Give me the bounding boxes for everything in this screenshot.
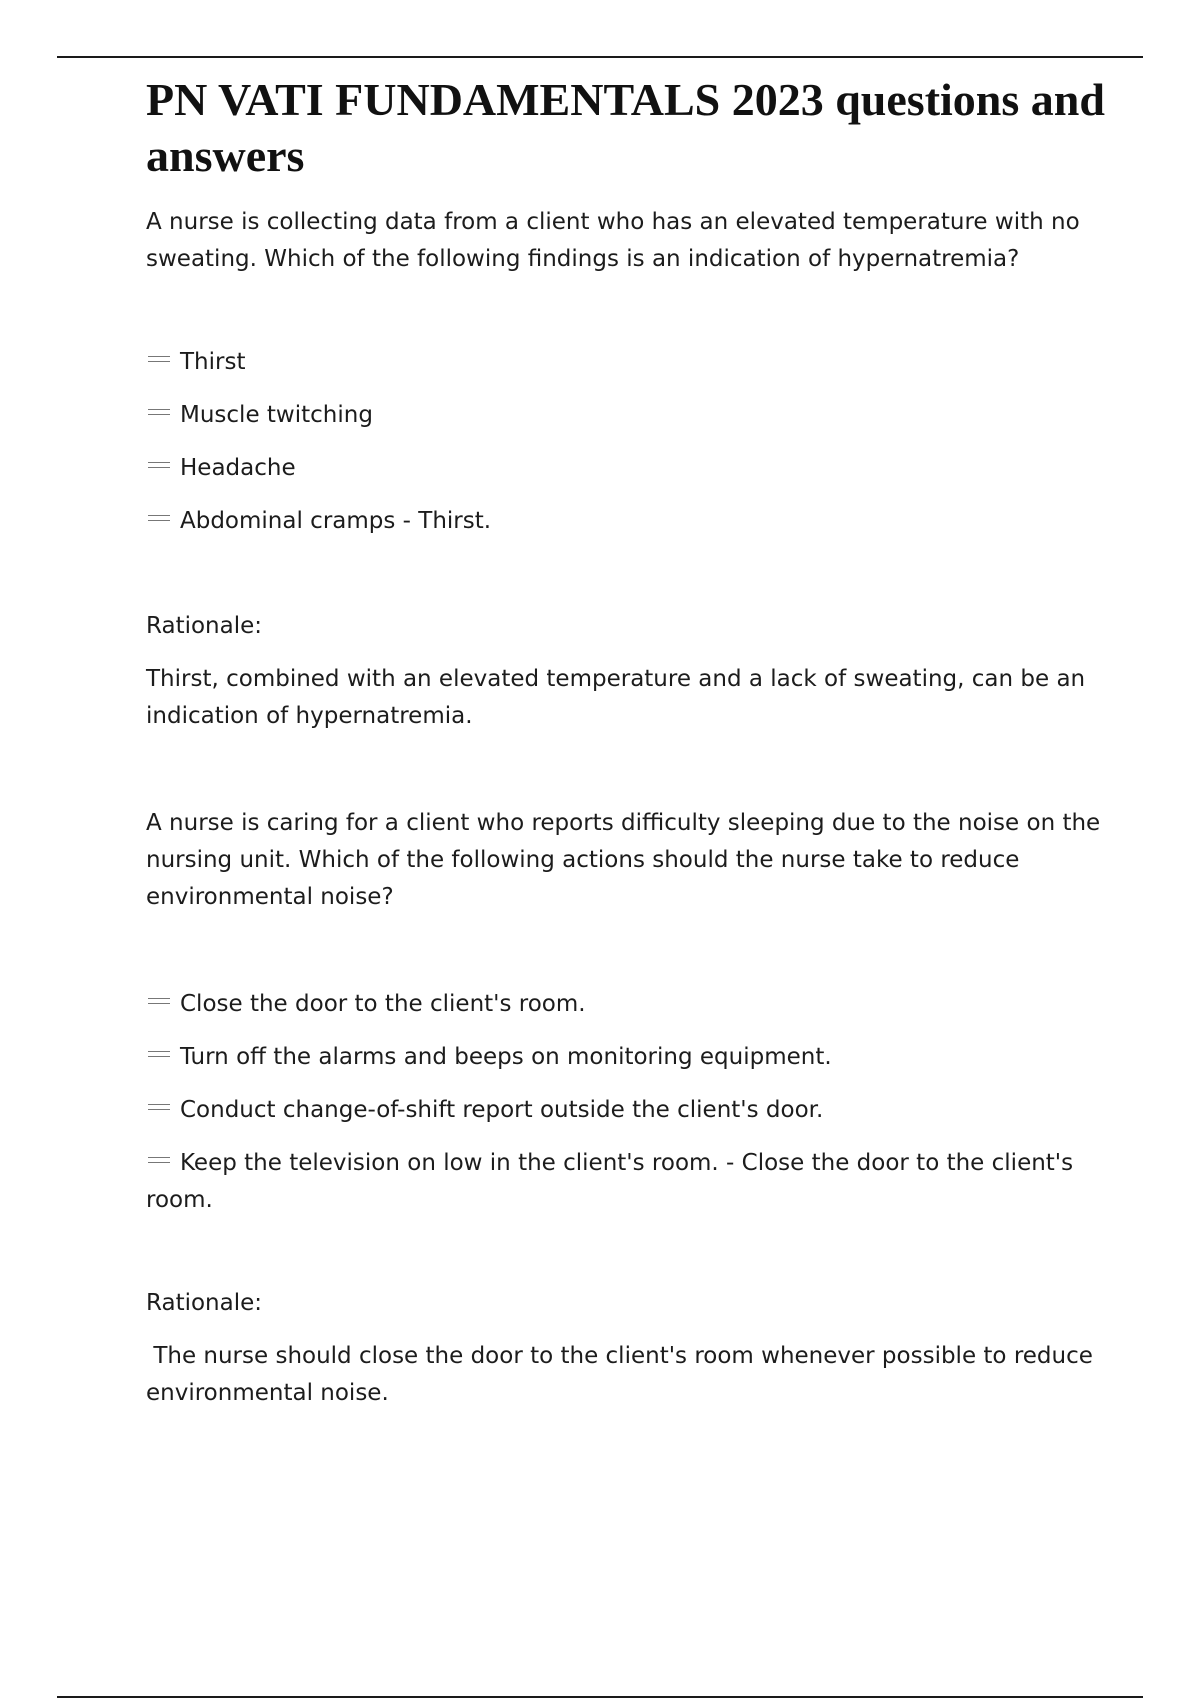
page-title: PN VATI FUNDAMENTALS 2023 questions and answers [146, 74, 1105, 181]
option-text: Keep the television on low in the client's room. - Close the door to the client's room. [146, 1150, 1074, 1213]
option-item [146, 986, 1106, 1023]
double-dash-icon [146, 515, 172, 523]
option-list [146, 986, 1106, 1219]
double-dash-icon [146, 998, 172, 1006]
rationale-label: Rationale: [146, 1290, 263, 1316]
option-text: Abdominal cramps - Thirst. [180, 508, 492, 534]
bottom-rule [57, 1696, 1143, 1698]
top-rule [57, 56, 1143, 58]
option-item [146, 1092, 1106, 1129]
question-block [146, 805, 1106, 1412]
option-text: Close the door to the client's room. [180, 991, 586, 1017]
option-text: Muscle twitching [180, 402, 373, 428]
double-dash-icon [146, 1104, 172, 1112]
option-item [146, 503, 1106, 540]
double-dash-icon [146, 1157, 172, 1165]
double-dash-icon [146, 356, 172, 364]
double-dash-icon [146, 1051, 172, 1059]
option-item [146, 344, 1106, 381]
option-item [146, 450, 1106, 487]
question-text: A nurse is collecting data from a client who has an elevated temperature with no sweating. Which of the following findings is an indication of hypernatremia? [146, 209, 1080, 272]
option-item [146, 1145, 1106, 1219]
question-block [146, 204, 1106, 735]
option-text: Turn off the alarms and beeps on monitoring equipment. [180, 1044, 832, 1070]
option-item [146, 397, 1106, 434]
question-text: A nurse is caring for a client who reports difficulty sleeping due to the noise on the nursing unit. Which of the following actions should the nurse take to reduce environmental noise? [146, 810, 1101, 910]
double-dash-icon [146, 462, 172, 470]
document-body [146, 72, 1106, 1412]
rationale-text: Thirst, combined with an elevated temperature and a lack of sweating, can be an indication of hypernatremia. [146, 666, 1086, 729]
rationale-label: Rationale: [146, 613, 263, 639]
option-text: Headache [180, 455, 296, 481]
rationale-text: The nurse should close the door to the client's room whenever possible to reduce environmental noise. [146, 1343, 1101, 1406]
option-text: Conduct change-of-shift report outside the client's door. [180, 1097, 824, 1123]
option-text: Thirst [180, 349, 246, 375]
option-item [146, 1039, 1106, 1076]
option-list [146, 344, 1106, 540]
double-dash-icon [146, 409, 172, 417]
